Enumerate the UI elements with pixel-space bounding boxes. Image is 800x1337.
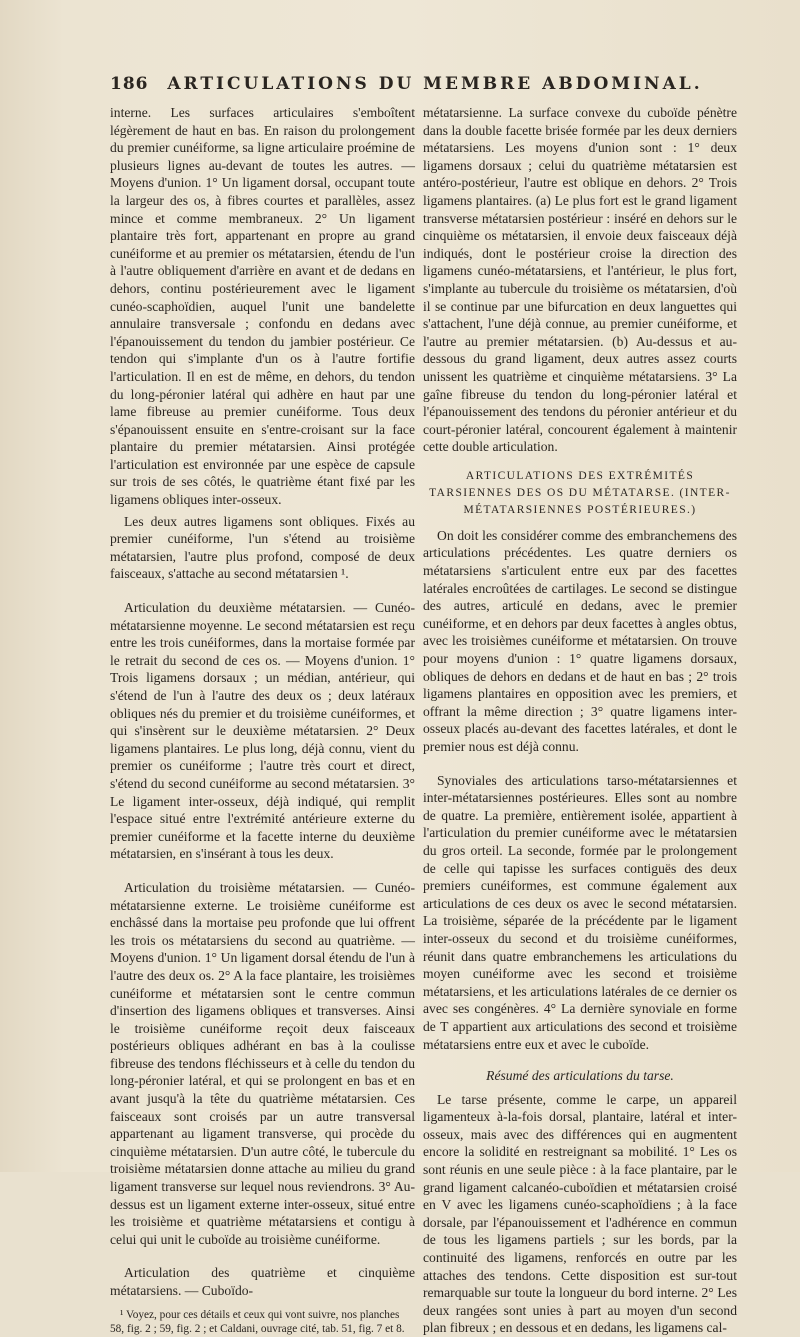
footnote: ¹ Voyez, pour ces détails et ceux qui vont suivre, nos planches 58, fig. 2 ; 59, fig. 2 ; et Caldani, ouvrage cité, tab. 51, fig. 7 et 8. — [110, 1308, 405, 1335]
paragraph: Articulation des quatrième et cinquième métatarsiens. — Cuboïdo- — [110, 1265, 415, 1298]
paragraph: Les deux autres ligamens sont obliques. Fixés au premier cunéiforme, l'un s'étend au troisième métatarsien, l'autre plus profond, composé de deux faisceaux, s'attache au second métatarsien ¹. — [110, 513, 415, 582]
running-title: ARTICULATIONS DU MEMBRE ABDOMINAL. — [167, 74, 703, 94]
paragraph: On doit les considérer comme des embranchemens des articulations précédentes. Les quatre derniers os métatarsiens s'articulent entre eux par des facettes latérales encroûtées de cartilages. Le second se distingue des autres, articulé en dedans, avec le premier cunéiforme, et en dehors par deux facettes à angles obtus, avec les troisièmes cunéiforme et métatarsien. On trouve pour moyens d'union : 1° quatre ligamens dorsaux, obliques de dehors en dedans et de haut en bas ; 2° trois ligamens plantaires en opposition avec les premiers, et offrant la même direction ; 3° quatre ligamens inter-osseux placés au-devant des facettes latérales, et dont le premier nous est déjà connu. — [423, 527, 737, 754]
left-column — [110, 104, 415, 1336]
right-column — [423, 104, 737, 1337]
page-number: 186 — [110, 74, 149, 94]
paragraph: Articulation du troisième métatarsien. — Cunéo-métatarsienne externe. Le troisième cunéiforme est enchâssé dans la mortaise peu profonde que lui offrent les trois os métatarsiens du second au quatrième. — Moyens d'union. 1° Un ligament dorsal étendu de l'un à l'autre des deux os. 2° A la face plantaire, les troisièmes cunéiforme et métatarsien sont le centre commun d'insertion des ligamens obliques et transverses. Ainsi le troisième cunéiforme reçoit deux faisceaux postérieurs obliques adhérant en bas à la coulisse fibreuse des tendons fléchisseurs et à celle du tendon du long-péronier latéral, et qui se prolongent en bas et en avant jusqu'à la tête du quatrième métatarsien. Ces faisceaux sont croisés par un autre transversal appartenant au ligament transverse, qui procède du cinquième métatarsien. D'un autre côté, le tubercule du troisième métatarsien donne attache au milieu du grand ligament transverse sur lequel nous reviendrons. 3° Au-dessus est un ligament externe inter-osseux, situé entre les troisième et quatrième métatarsiens et contigu à celui qui unit le cuboïde au troisième cunéiforme. — [110, 879, 415, 1247]
section-heading: ARTICULATIONS DES EXTRÉMITÉS TARSIENNES DES OS DU MÉTATARSE. (INTER-MÉTATARSIENNES POSTÉRIEURES.) — [429, 469, 731, 516]
paragraph: Le tarse présente, comme le carpe, un appareil ligamenteux à-la-fois dorsal, plantaire, latéral et inter-osseux, mais avec des différences qui en augmentent encore la solidité en restreignant sa mobilité. 1° Les os sont réunis en une seule pièce : à la face plantaire, par le grand ligament calcanéo-cuboïdien et métatarsien croisé en V avec les ligamens cunéo-scaphoïdiens ; à la face dorsale, par l'épanouissement et l'adhérence en commun de tous les ligamens partiels ; sur les bords, par la continuité des ligamens, renforcés en outre par les attaches des tendons. Cette disposition est sur-tout remarquable sur toute la longueur du bord interne. 2° Les deux rangées sont unies à part au moyen d'un second plan fibreux ; en dessous et en dedans, les ligamens cal- — [423, 1091, 737, 1336]
paragraph: métatarsienne. La surface convexe du cuboïde pénètre dans la double facette brisée formée par les deux derniers métatarsiens. Les moyens d'union sont : 1° deux ligamens dorsaux ; celui du quatrième métatarsien est antéro-postérieur, l'autre est oblique en dehors. 2° Trois ligamens plantaires. (a) Le plus fort est le grand ligament transverse métatarsien postérieur : inséré en dehors sur le cinquième os métatarsien, il envoie deux faisceaux déjà indiqués, dont le postérieur croise la direction des ligamens cunéo-métatarsiens, et l'antérieur, le plus fort, s'implante au tubercule du troisième os métatarsien, d'où il se continue par une bifurcation en deux languettes qui s'attachent, l'une déjà connue, au premier cunéiforme, et l'autre au premier métatarsien. (b) Au-dessus et au-dessous du grand ligament, deux autres assez courts unissent les quatrième et cinquième métatarsiens. 3° La gaîne fibreuse du tendon du long-péronier latéral et l'épanouissement des tendons du péronier antérieur et du court-péronier latéral, concourent également à maintenir cette double articulation. — [423, 105, 737, 455]
paragraph: Articulation du deuxième métatarsien. — Cunéo-métatarsienne moyenne. Le second métatarsien est reçu entre les trois cunéiformes, dans la mortaise formée par le retrait du second de ces os. — Moyens d'union. 1° Trois ligamens dorsaux ; un médian, antérieur, qui s'étend de l'un à l'autre des deux os ; deux latéraux obliques nés du premier et du troisième cunéiformes, et qui s'insèrent sur le deuxième métatarsien. 2° Deux ligamens plantaires. Le plus long, déjà connu, vient du premier os cunéiforme ; l'autre très court et direct, s'étend du second cunéiforme au second métatarsien. 3° Le ligament inter-osseux, déjà indiqué, qui remplit l'espace situé entre l'extrémité antérieure externe du premier cunéiforme et la facette interne du deuxième métatarsien, en s'insérant à tous les deux. — [110, 600, 415, 862]
subheading: Résumé des articulations du tarse. — [486, 1068, 674, 1084]
paragraph: interne. Les surfaces articulaires s'emboîtent légèrement de haut en bas. En raison du prolongement du premier cunéiforme, sa ligne articulaire proémine de plusieurs lignes au-devant de toutes les autres. — Moyens d'union. 1° Un ligament dorsal, occupant toute la largeur des os, à fibres courtes et parallèles, assez mince et comme membraneux. 2° Un ligament plantaire très fort, appartenant en propre au grand cunéiforme et au premier os métatarsien, étendu de l'un à l'autre obliquement d'arrière en avant et de dedans en dehors, continu postérieurement avec le ligament cunéo-scaphoïdien, auquel l'unit une bandelette annulaire transversale ; confondu en dedans avec l'épanouissement du tendon du jambier postérieur. Ce tendon qui s'implante d'un os à l'autre fortifie l'articulation. Il en est de même, en dehors, du tendon du long-péronier latéral qui adhère en haut par une lame fibreuse au premier cunéiforme. Tous deux s'épanouissent ensuite en s'entre-croisant sur la face plantaire du premier métatarsien. Ainsi protégée l'articulation est environnée par une espèce de capsule sur trois de ses côtés, le quatrième étant fixé par les ligamens obliques inter-osseux. — [110, 105, 415, 508]
paragraph: Synoviales des articulations tarso-métatarsiennes et inter-métatarsiennes postérieures. Elles sont au nombre de quatre. La première, entièrement isolée, appartient à l'articulation du premier cunéiforme avec le métatarsien du gros orteil. La seconde, formée par le prolongement de celle qui tapisse les surfaces contiguës des deux premiers cunéiformes, est commune également aux articulations de ces deux os avec le second métatarsien. La troisième, séparée de la précédente par le ligament inter-osseux du second et du troisième cunéiformes, réunit dans quatre embranchemens les articulations du moyen cunéiforme avec les second et troisième métatarsiens, et les articulations latérales de ce dernier os avec ses congénères. 4° La dernière synoviale en forme de T appartient aux articulations des second et troisième métatarsiens entre eux et avec le cuboïde. — [423, 772, 737, 1052]
page-header — [110, 74, 760, 100]
